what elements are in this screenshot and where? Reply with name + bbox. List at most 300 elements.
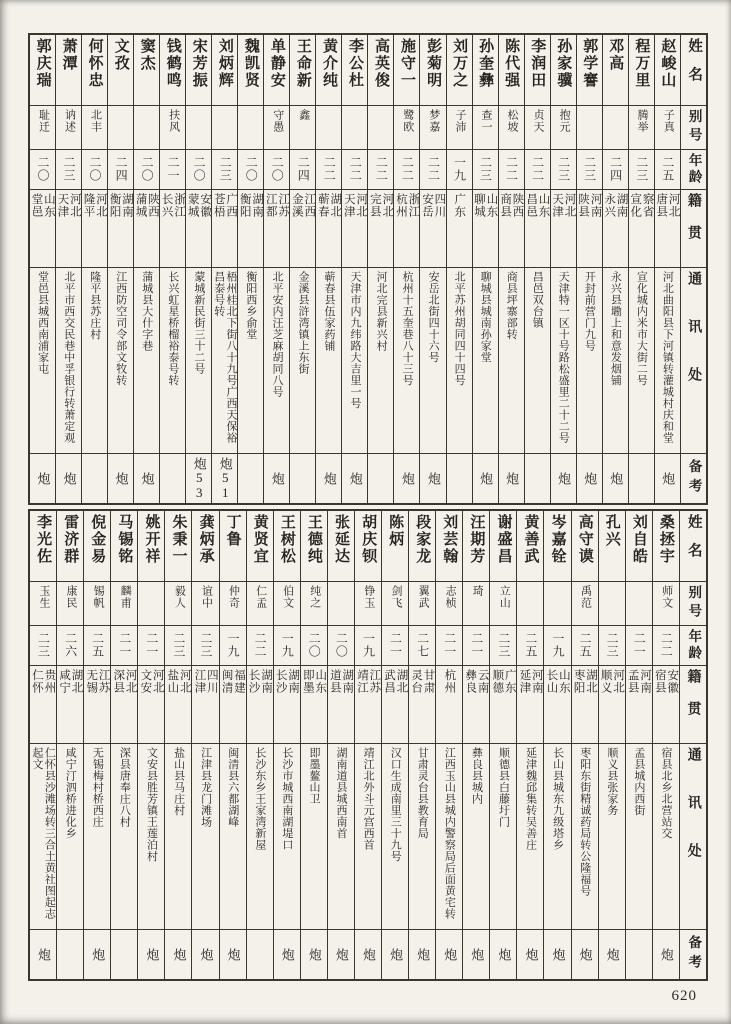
person-address-cell [653, 743, 679, 929]
person-origin-cell [447, 189, 472, 267]
person-age-cell [525, 149, 550, 189]
person-origin: 四川江津 [193, 669, 218, 694]
person-remark-cell [447, 453, 472, 503]
person-age: 二一 [442, 632, 457, 658]
person-age-cell [517, 625, 543, 665]
person-origin-cell [134, 189, 159, 267]
person-entry-column [211, 35, 237, 503]
person-age-cell [247, 625, 273, 665]
person-entry-column [159, 35, 185, 503]
person-remark-cell [165, 929, 191, 979]
person-remark-cell [382, 929, 408, 979]
person-name: 段家龙 [414, 514, 431, 565]
person-origin-cell [30, 665, 56, 743]
person-address-cell [629, 267, 654, 453]
person-remark-cell [572, 929, 598, 979]
person-entry-column [602, 35, 628, 503]
person-origin: 甘肃灵台 [410, 669, 435, 694]
person-entry-column [81, 35, 107, 503]
person-name: 窦杰 [138, 38, 155, 72]
person-alias: 鹭欧 [401, 109, 414, 133]
person-address-cell [355, 743, 381, 929]
person-address: 江西防空司令部文牧转 [114, 271, 127, 386]
person-remark-cell [108, 453, 133, 503]
person-origin: 湖南衡阳 [238, 193, 264, 218]
person-alias-cell [290, 105, 315, 149]
row-header-column [680, 35, 706, 503]
person-remark-cell [220, 929, 246, 979]
person-alias-cell [655, 105, 680, 149]
person-name-cell [355, 511, 381, 581]
person-name: 胡庆钡 [360, 514, 377, 565]
person-address-cell [160, 267, 185, 453]
person-entry-column [408, 511, 435, 979]
row-header-column [679, 511, 706, 979]
person-age-cell [274, 625, 300, 665]
person-address-cell [626, 743, 652, 929]
person-alias: 志桢 [444, 585, 457, 609]
person-remark: 炮53 [191, 456, 207, 500]
person-name-cell [420, 35, 445, 105]
person-remark: 炮 [90, 947, 106, 961]
person-alias: 松坡 [506, 109, 519, 133]
person-name: 陈代强 [503, 38, 520, 89]
person-origin-cell [655, 189, 680, 267]
person-address: 商县坪寨部转 [505, 271, 518, 340]
person-origin-cell [394, 189, 419, 267]
person-remark-cell [355, 929, 381, 979]
person-address: 金溪县浒湾镇上东街 [296, 271, 309, 375]
person-age: 二〇 [140, 156, 155, 182]
person-age: 二三 [582, 156, 597, 182]
person-origin: 江苏靖江 [355, 669, 381, 694]
person-origin: 河北天津 [342, 193, 368, 218]
person-alias: 立山 [498, 585, 511, 609]
person-name: 何怀忠 [86, 38, 103, 89]
person-address: 仁怀县沙滩场转三合土黄社图起志起文 [31, 747, 56, 920]
person-remark: 炮 [399, 471, 415, 485]
person-age: 二三 [634, 156, 649, 182]
person-age: 二三 [171, 632, 186, 658]
page-number: 620 [671, 988, 697, 1004]
person-entry-column [654, 35, 680, 503]
person-alias-cell [490, 581, 516, 625]
person-name: 陈炳 [387, 514, 404, 548]
person-address-cell [473, 267, 498, 453]
person-name: 岑嘉铨 [549, 514, 566, 565]
person-name: 李润田 [529, 38, 546, 89]
person-name: 张延达 [332, 514, 349, 565]
person-origin-cell [108, 189, 133, 267]
person-remark-cell [577, 453, 602, 503]
person-alias-cell [108, 105, 133, 149]
person-origin: 福建闽清 [220, 669, 245, 694]
row-header-alias: 别号 [681, 105, 706, 149]
person-remark: 炮 [608, 471, 624, 485]
person-origin-cell [165, 665, 191, 743]
person-origin-cell [82, 189, 107, 267]
person-origin: 山东堂邑 [30, 193, 55, 218]
person-origin-cell [599, 665, 625, 743]
person-address: 顺德县白藤圩门 [497, 747, 510, 828]
person-remark: 炮 [306, 947, 322, 961]
person-alias-cell [342, 105, 367, 149]
person-remark-cell [544, 929, 570, 979]
person-remark-cell [328, 929, 354, 979]
person-age-cell [653, 625, 679, 665]
person-address-cell [599, 743, 625, 929]
person-alias-cell [577, 105, 602, 149]
person-name: 桑拯宇 [657, 514, 674, 565]
person-alias-cell [463, 581, 489, 625]
person-remark: 炮 [577, 947, 593, 961]
person-age-cell [499, 149, 524, 189]
person-origin-cell [544, 665, 570, 743]
person-address: 彝良县城内 [470, 747, 483, 805]
person-alias: 贞天 [532, 109, 545, 133]
person-name-cell [517, 511, 543, 581]
person-alias-cell [301, 581, 327, 625]
person-age: 二一 [632, 632, 647, 658]
person-origin: 河北隆平 [82, 193, 107, 218]
person-remark-cell [463, 929, 489, 979]
person-alias: 琦 [471, 585, 484, 597]
person-alias: 子真 [662, 109, 675, 133]
person-remark-cell [84, 929, 110, 979]
person-name-cell [447, 35, 472, 105]
person-address-cell [238, 267, 263, 453]
person-alias-cell [274, 581, 300, 625]
person-address-cell [192, 743, 218, 929]
person-name-cell [108, 35, 133, 105]
person-name: 宋芳振 [190, 38, 207, 89]
person-address-cell [499, 267, 524, 453]
person-alias-cell [355, 581, 381, 625]
person-alias-cell [473, 105, 498, 149]
person-entry-column [55, 35, 81, 503]
person-address-cell [655, 267, 680, 453]
person-name-cell [653, 511, 679, 581]
person-alias-cell [436, 581, 462, 625]
person-alias: 讷述 [63, 109, 76, 133]
person-age: 二三 [556, 156, 571, 182]
person-address: 衡阳西乡俞堂 [244, 271, 257, 340]
person-entry-column [543, 511, 570, 979]
person-age-cell [599, 625, 625, 665]
person-entry-column [498, 35, 524, 503]
person-entry-column [576, 35, 602, 503]
person-address-cell [490, 743, 516, 929]
person-origin: 湖南永兴 [603, 193, 628, 218]
person-address-cell [220, 743, 246, 929]
person-name-cell [551, 35, 576, 105]
person-entry-column [133, 35, 159, 503]
person-name-cell [192, 511, 218, 581]
person-alias: 禹范 [579, 585, 592, 609]
person-remark-cell [264, 453, 289, 503]
person-alias: 康民 [65, 585, 78, 609]
person-age: 二一 [144, 632, 159, 658]
person-name: 邓高 [607, 38, 624, 72]
person-age-cell [290, 149, 315, 189]
person-name-cell [328, 511, 354, 581]
person-origin-cell [603, 189, 628, 267]
person-remark-cell [499, 453, 524, 503]
person-address-cell [316, 267, 341, 453]
person-address-cell [57, 743, 83, 929]
person-origin-cell [111, 665, 137, 743]
person-name: 王德纯 [305, 514, 322, 565]
person-age-cell [551, 149, 576, 189]
person-remark: 炮 [442, 947, 458, 961]
person-origin-cell [56, 189, 81, 267]
person-remark-cell [525, 453, 550, 503]
person-entry-column [462, 511, 489, 979]
person-name-cell [56, 35, 81, 105]
person-age: 二六 [63, 632, 78, 658]
person-age: 二四 [608, 156, 623, 182]
person-entry-column [263, 35, 289, 503]
person-entry-column [83, 511, 110, 979]
person-address: 长沙东乡王家湾新屋 [253, 747, 266, 851]
person-name-cell [301, 511, 327, 581]
person-origin-cell [186, 189, 211, 267]
person-age: 二三 [198, 632, 213, 658]
person-address: 长沙市城西南湖堤口 [280, 747, 293, 851]
person-name: 钱鹤鸣 [164, 38, 181, 89]
person-address-cell [394, 267, 419, 453]
person-remark-cell [655, 453, 680, 503]
person-name-cell [290, 35, 315, 105]
person-origin-cell [301, 665, 327, 743]
person-address-cell [577, 267, 602, 453]
person-alias-cell [382, 581, 408, 625]
person-alias: 北丰 [89, 109, 102, 133]
person-entry-column [435, 511, 462, 979]
person-origin: 河南延津 [518, 669, 543, 694]
person-name: 马锡铭 [116, 514, 133, 565]
person-address-cell [138, 743, 164, 929]
person-age-cell [355, 625, 381, 665]
person-name: 汪期芳 [468, 514, 485, 565]
person-alias-cell [247, 581, 273, 625]
person-name-cell [134, 35, 159, 105]
person-address: 北平安内汪芝麻胡同八号 [270, 271, 283, 398]
person-age-cell [655, 149, 680, 189]
row-header-address: 通讯处 [680, 743, 706, 929]
person-alias-cell [409, 581, 435, 625]
person-name: 彭菊明 [425, 38, 442, 89]
person-origin: 湖北蕲春 [316, 193, 342, 218]
person-address: 杭州十五奎巷八十三号 [401, 271, 414, 386]
person-alias-cell [264, 105, 289, 149]
person-address-cell [301, 743, 327, 929]
person-alias-cell [525, 105, 550, 149]
person-origin: 江西金溪 [290, 193, 316, 218]
person-address: 北平苏州胡同四十四号 [453, 271, 466, 386]
person-name-cell [525, 35, 550, 105]
person-age: 二二 [400, 156, 415, 182]
person-alias-cell [82, 105, 107, 149]
person-origin-cell [138, 665, 164, 743]
person-address-cell [382, 743, 408, 929]
person-address-cell [544, 743, 570, 929]
row-header-age: 年龄 [680, 625, 706, 665]
person-address: 永兴县墈上和意发烟铺 [609, 271, 622, 386]
person-origin-cell [355, 665, 381, 743]
person-remark: 炮 [604, 947, 620, 961]
row-header-origin: 籍贯 [680, 665, 706, 743]
person-alias-cell [599, 581, 625, 625]
person-age: 二三 [218, 156, 233, 182]
person-age-cell [572, 625, 598, 665]
person-address-cell [111, 743, 137, 929]
person-entry-column [30, 35, 55, 503]
person-age: 二一 [469, 632, 484, 658]
person-entry-column [164, 511, 191, 979]
person-remark: 炮 [496, 947, 512, 961]
person-remark-cell [56, 453, 81, 503]
person-name: 刘炳辉 [216, 38, 233, 89]
person-address: 无锡梅村桥西庄 [91, 747, 104, 828]
person-remark-cell [342, 453, 367, 503]
person-age-cell [368, 149, 393, 189]
person-address-cell [447, 267, 472, 453]
person-alias-cell [111, 581, 137, 625]
person-name-cell [160, 35, 185, 105]
person-address-cell [264, 267, 289, 453]
person-address: 聊城县城南孙家堂 [479, 271, 492, 363]
person-address-cell [517, 743, 543, 929]
person-age: 二一 [388, 632, 403, 658]
person-origin: 湖北武昌 [383, 669, 408, 694]
person-remark-cell [629, 453, 654, 503]
person-age: 二七 [415, 632, 430, 658]
person-origin-cell [525, 189, 550, 267]
person-address: 闽清县六都湖峰 [226, 747, 239, 828]
person-age: 二二 [322, 156, 337, 182]
person-origin-cell [316, 189, 341, 267]
person-name-cell [30, 511, 56, 581]
person-origin: 山东长山 [545, 669, 570, 694]
person-age-cell [301, 625, 327, 665]
person-age-cell [56, 149, 81, 189]
person-remark: 炮 [469, 947, 485, 961]
person-name: 孔兴 [603, 514, 620, 548]
person-origin: 广东顺德 [491, 669, 516, 694]
person-alias-cell [420, 105, 445, 149]
person-alias-cell [30, 105, 55, 149]
person-entry-column [219, 511, 246, 979]
person-alias-cell [653, 581, 679, 625]
person-name: 高守谟 [576, 514, 593, 565]
person-address: 北平市西交民巷中孚银行转萧定观 [62, 271, 75, 444]
person-address: 江西玉山县城内警察局后面黄宅转 [443, 747, 456, 920]
person-age: 二三 [62, 156, 77, 182]
person-age: 二四 [114, 156, 129, 182]
person-name-cell [342, 35, 367, 105]
person-name-cell [57, 511, 83, 581]
person-name: 龚炳承 [197, 514, 214, 565]
person-name-cell [629, 35, 654, 105]
person-origin-cell [212, 189, 237, 267]
person-origin-cell [629, 189, 654, 267]
person-address: 天津特一区十号路松盛里二十二号 [557, 271, 570, 444]
person-age: 一九 [452, 156, 467, 182]
person-name: 李公杜 [346, 38, 363, 89]
person-remark-cell [517, 929, 543, 979]
person-origin: 陕西蒲城 [134, 193, 160, 218]
person-age-cell [382, 625, 408, 665]
person-alias: 仁孟 [254, 585, 267, 609]
person-origin: 湖北咸宁 [58, 669, 83, 694]
person-age-cell [490, 625, 516, 665]
person-origin: 河北文安 [139, 669, 164, 694]
person-age: 二四 [296, 156, 311, 182]
row-header-remark: 备考 [681, 453, 706, 503]
person-name: 倪金易 [89, 514, 106, 565]
person-name: 单静安 [268, 38, 285, 89]
person-origin: 湖南衡阳 [108, 193, 134, 218]
person-entry-column [419, 35, 445, 503]
person-remark-cell [599, 929, 625, 979]
person-age: 二三 [605, 632, 620, 658]
person-name: 刘万之 [451, 38, 468, 89]
person-origin-cell [264, 189, 289, 267]
person-alias-cell [544, 581, 570, 625]
person-age-cell [220, 625, 246, 665]
person-age-cell [30, 625, 56, 665]
person-alias: 扶风 [167, 109, 180, 133]
person-age-cell [82, 149, 107, 189]
person-origin: 河北盐山 [166, 669, 191, 694]
person-origin: 四川安岳 [420, 193, 446, 218]
person-entry-column [237, 35, 263, 503]
person-alias: 梦嘉 [427, 109, 440, 133]
person-remark-cell [290, 453, 315, 503]
person-alias: 查一 [479, 109, 492, 133]
person-name: 施守一 [399, 38, 416, 89]
person-name: 赵峻山 [659, 38, 676, 89]
person-alias-cell [394, 105, 419, 149]
person-name: 文孜 [112, 38, 129, 72]
person-name: 刘自皓 [630, 514, 647, 565]
person-origin: 陕西商县 [499, 193, 524, 218]
person-age-cell [238, 149, 263, 189]
person-address-cell [328, 743, 354, 929]
person-address: 宿县北乡北营站交 [659, 747, 672, 839]
person-name-cell [599, 511, 625, 581]
person-alias-cell [626, 581, 652, 625]
person-age-cell [192, 625, 218, 665]
person-origin-cell [420, 189, 445, 267]
person-remark-cell [626, 929, 652, 979]
person-entry-column [652, 511, 679, 979]
person-age-cell [316, 149, 341, 189]
person-alias-cell [603, 105, 628, 149]
person-age: 二〇 [307, 632, 322, 658]
person-name: 谢盛昌 [495, 514, 512, 565]
person-remark-cell [420, 453, 445, 503]
person-age: 二三 [36, 632, 51, 658]
person-age: 二二 [426, 156, 441, 182]
person-address-cell [134, 267, 159, 453]
person-name: 姚开祥 [143, 514, 160, 565]
person-entry-column [571, 511, 598, 979]
person-name: 黄善武 [522, 514, 539, 565]
person-address-cell [186, 267, 211, 453]
person-age: 二〇 [270, 156, 285, 182]
